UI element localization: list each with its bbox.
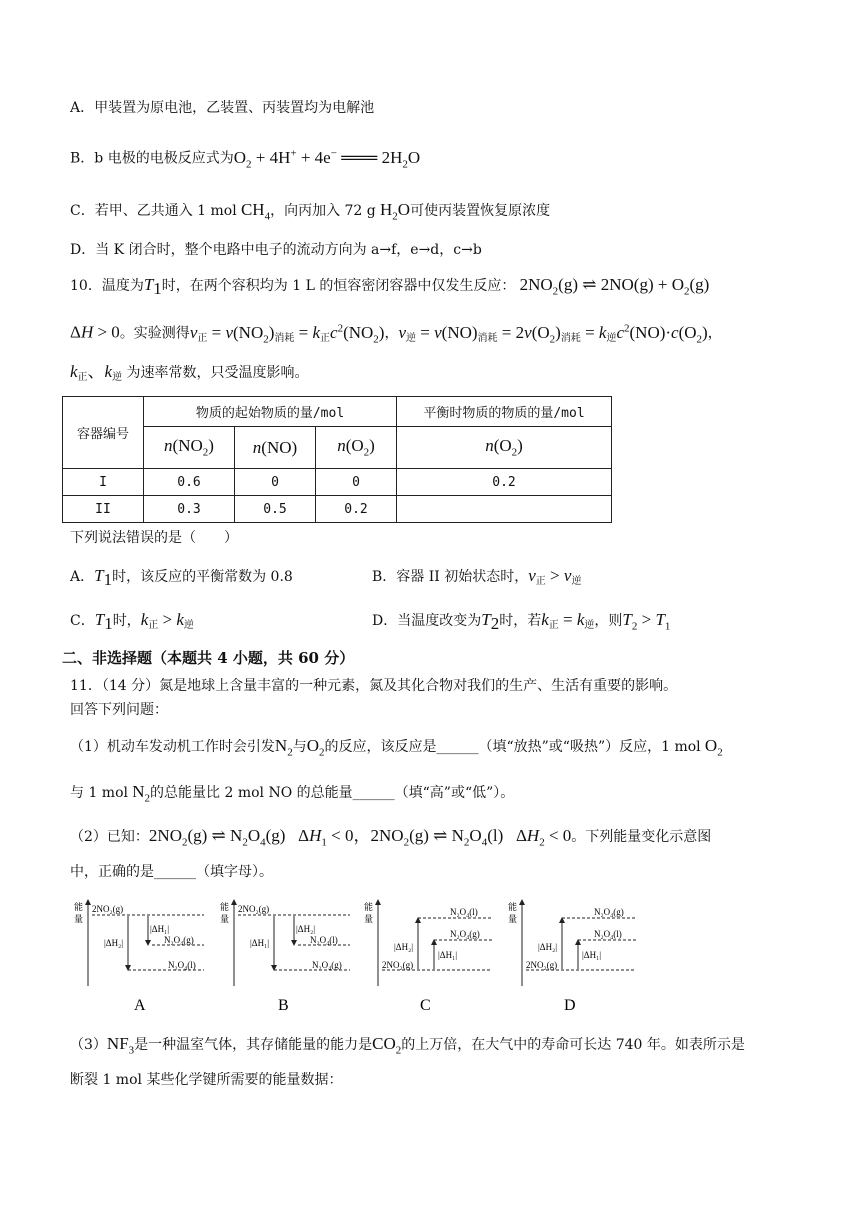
energy-axis-label: 能 bbox=[508, 902, 518, 912]
q10-option-d: D．当温度改变为$T_2$时，若k正 = k逆，则$T_2 > T_1$ bbox=[372, 610, 671, 633]
table-header-n-no: n(NO) bbox=[235, 427, 316, 469]
energy-diagrams bbox=[72, 898, 652, 1018]
q10-data-table bbox=[62, 396, 612, 523]
table-cell: 0.6 bbox=[144, 469, 235, 496]
table-cell: 0 bbox=[235, 469, 316, 496]
table-cell: I bbox=[63, 469, 144, 496]
level-label: 2NO₂(g) bbox=[526, 960, 558, 970]
table-header-n-o2-eq: $n(O_2)$ bbox=[397, 427, 612, 469]
q11-part1-line1: （1）机动车发动机工作时会引发$N_2$与$O_2$的反应，该反应是______（填“放热”或“吸热”）反应，1 mol $O_2$ bbox=[70, 736, 723, 759]
table-cell: 0.5 bbox=[235, 496, 316, 523]
q9-option-d: D．当 K 闭合时，整个电路中电子的流动方向为 a→f，e→d，c→b bbox=[70, 242, 482, 258]
q9-option-a: A．甲装置为原电池，乙装置、丙装置均为电解池 bbox=[70, 100, 375, 116]
section-heading: 二、非选择题（本题共 4 小题，共 60 分） bbox=[62, 649, 355, 667]
energy-axis-label: 量 bbox=[74, 914, 84, 924]
q11-part2-line2: 中，正确的是______（填字母）。 bbox=[70, 864, 273, 880]
table-cell bbox=[397, 496, 612, 523]
table-header-n-no2: $n(NO_2)$ bbox=[144, 427, 235, 469]
table-cell: 0.3 bbox=[144, 496, 235, 523]
level-label: N₂O₄(l) bbox=[594, 929, 622, 939]
diagram-label-b: B bbox=[278, 997, 289, 1014]
diagram-label-c: C bbox=[420, 997, 431, 1014]
diagram-b bbox=[220, 901, 350, 986]
q10-option-a: A．$T_1$时，该反应的平衡常数为 0.8 bbox=[70, 566, 293, 589]
delta-h-label: |ΔH₁| bbox=[250, 938, 270, 948]
diagram-c bbox=[364, 901, 492, 986]
q10-rate-expressions: ΔH > 0。实验测得v正 = $v(NO_2)$消耗 = k正$c^2(NO_2)$，v逆 = v(NO)消耗 = $2v(O_2)$消耗 = k逆$c^2(NO)\cdot c(O_2)$， bbox=[70, 322, 722, 346]
energy-axis-label: 能 bbox=[74, 902, 84, 912]
level-label: N₂O₄(l) bbox=[450, 907, 478, 917]
delta-h-label: |ΔH₁| bbox=[150, 924, 170, 934]
delta-h-label: |ΔH₂| bbox=[394, 942, 414, 952]
energy-axis-label: 量 bbox=[508, 914, 518, 924]
table-header-initial: 物质的起始物质的量/mol bbox=[144, 397, 397, 427]
table-cell: 0.2 bbox=[316, 496, 397, 523]
q11-answer-prompt: 回答下列问题： bbox=[70, 702, 168, 718]
diagram-label-a: A bbox=[134, 997, 146, 1014]
q11-part3-line1: $(3)NF_3$是一种温室气体，其存储能量的能力是$CO_2$的上万倍，在大气中的寿命可长达 740 年。如表所示是 bbox=[70, 1034, 745, 1057]
q11-intro: 11．（14 分）氮是地球上含量丰富的一种元素，氮及其化合物对我们的生产、生活有重要的影响。 bbox=[70, 678, 678, 694]
level-label: N₂O₄(l) bbox=[310, 935, 338, 945]
delta-h-label: |ΔH₂| bbox=[538, 942, 558, 952]
delta-h-label: |ΔH₂| bbox=[296, 924, 316, 934]
delta-h-label: |ΔH₂| bbox=[104, 938, 124, 948]
q11-part2-line1: （2）已知：$2NO_2(g)$ ⇌ $N_2O_4(g) \Delta H_1 < 0$，$2NO_2(g)$ ⇌ $N_2O_4(l) \Delta H_2 < 0$。下列能量变化示意图 bbox=[70, 826, 712, 849]
energy-axis-label: 量 bbox=[364, 914, 374, 924]
table-row bbox=[63, 496, 612, 523]
q11-part1-line2: 与 1 mol $N_2$的总能量比 2 mol NO 的总能量______（填“高”或“低”）。 bbox=[70, 782, 515, 805]
level-label: N₂O₄(g) bbox=[164, 935, 194, 945]
table-header-n-o2: $n(O_2)$ bbox=[316, 427, 397, 469]
level-label: 2NO₂(g) bbox=[382, 960, 414, 970]
q10-intro: 10．温度为$T_1$时，在两个容积均为 1 L 的恒容密闭容器中仅发生反应： $2NO_2(g)$ ⇌ $2NO(g) + O_2(g)$ bbox=[70, 275, 710, 298]
level-label: N₂O₄(l) bbox=[168, 960, 196, 970]
level-label: N₂O₄(g) bbox=[594, 907, 624, 917]
energy-axis-label: 量 bbox=[220, 914, 230, 924]
energy-axis-label: 能 bbox=[220, 902, 230, 912]
q9-option-b: B．b 电极的电极反应式为$O_2 + 4H^+ + 4e^-$ ═══ $2H_2O$ bbox=[70, 147, 421, 171]
delta-h-label: |ΔH₁| bbox=[582, 950, 602, 960]
table-cell: 0.2 bbox=[397, 469, 612, 496]
q10-option-b: B．容器 II 初始状态时，v正 > v逆 bbox=[372, 566, 582, 587]
q10-question: 下列说法错误的是（ ） bbox=[70, 530, 238, 546]
table-cell: II bbox=[63, 496, 144, 523]
q11-part3-line2: 断裂 1 mol 某些化学键所需要的能量数据： bbox=[70, 1072, 343, 1088]
q10-option-c: C．$T_1$时，k正 > k逆 bbox=[70, 610, 194, 633]
table-cell: 0 bbox=[316, 469, 397, 496]
delta-h-label: |ΔH₁| bbox=[438, 950, 458, 960]
table-row bbox=[63, 469, 612, 496]
table-header-equilibrium: 平衡时物质的物质的量/mol bbox=[397, 397, 612, 427]
diagram-d bbox=[508, 901, 636, 986]
diagram-a bbox=[74, 901, 204, 986]
q10-rate-constant-note: k正、k逆 为速率常数，只受温度影响。 bbox=[70, 362, 309, 383]
table-header-container-id: 容器编号 bbox=[63, 397, 144, 469]
level-label: N₂O₄(g) bbox=[312, 960, 342, 970]
level-label: 2NO₂(g) bbox=[92, 904, 124, 914]
q9-option-c: C．若甲、乙共通入 1 mol $CH_4$，向丙加入 72 g $H_2O$可使丙装置恢复原浓度 bbox=[70, 200, 551, 223]
level-label: 2NO₂(g) bbox=[238, 904, 270, 914]
level-label: N₂O₄(g) bbox=[450, 929, 480, 939]
energy-axis-label: 能 bbox=[364, 902, 374, 912]
diagram-label-d: D bbox=[564, 997, 576, 1014]
